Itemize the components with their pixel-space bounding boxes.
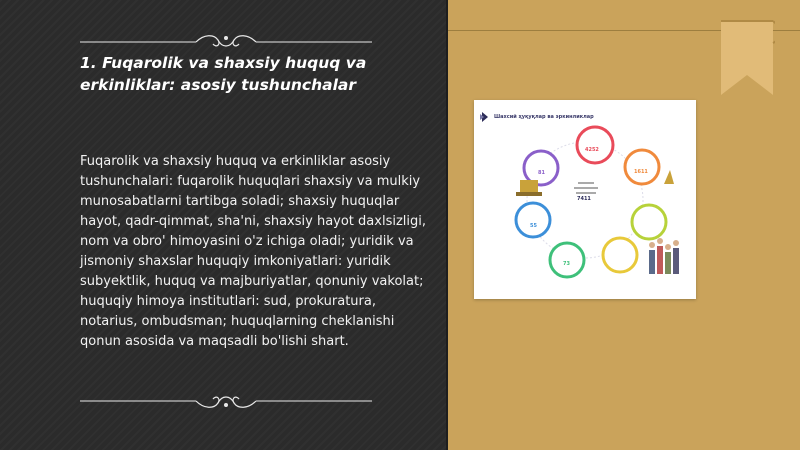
infographic-stat-2: 1611 [634, 169, 648, 175]
infographic-stat-5: 73 [563, 261, 570, 267]
panel-divider [446, 0, 448, 450]
bottom-flourish-ornament [80, 391, 372, 411]
infographic-stat-1: 4252 [585, 147, 599, 153]
infographic-image [474, 100, 696, 299]
infographic-stat-4: 55 [530, 223, 537, 229]
bookmark-ribbon-icon [719, 19, 775, 97]
slide-title: 1. Fuqarolik va shaxsiy huquq va erkinliklar: asosiy tushunchalar [80, 54, 367, 94]
infographic-center-number: 7411 [577, 196, 591, 202]
infographic-stat-3: 81 [538, 170, 545, 176]
infographic-title: Шахсий ҳуқуқлар ва эркинликлар [494, 114, 594, 120]
slide-body-text: Fuqarolik va shaxsiy huquq va erkinliklar asosiy tushunchalari: fuqarolik huquqlari shaxsiy va mulkiy munosabatlarni tartibga soladi; shaxsiy huquqlar hayot, qadr-qimmat, sha'ni, shaxsiy hayot daxlsizligi, nom va obro' himoyasini o'z ichiga oladi; yuridik va jismoniy shaxslar huquqiy imkoniyatlari: yuridik subyektlik, huquq va majburiyatlar, qonuniy vakolat; huquqiy himoya institutlari: sud, prokuratura, notarius, ombudsman; huquqlarning cheklanishi qonun asosida va maqsadli bo'lishi shart. [80, 154, 426, 349]
top-flourish-ornament [80, 32, 372, 52]
